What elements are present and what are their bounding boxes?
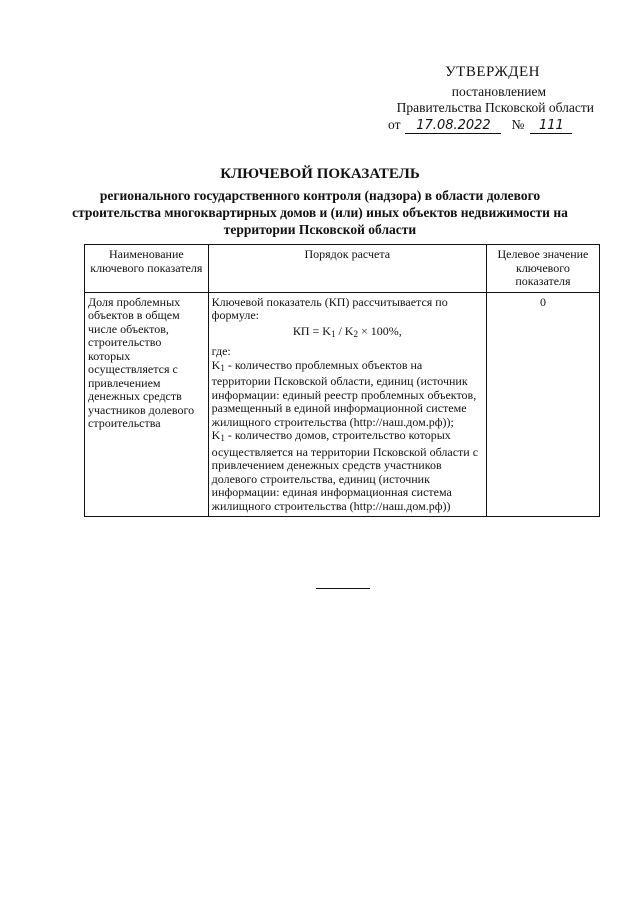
- approval-date-number: [388, 117, 572, 134]
- handwritten-number: 111: [530, 119, 572, 134]
- header-calculation: Порядок расчета: [208, 245, 486, 293]
- approval-line-government: Правительства Псковской области: [396, 100, 594, 115]
- date-prefix: от: [388, 117, 401, 132]
- kpi-table: [84, 244, 600, 517]
- approval-block: [0, 0, 640, 150]
- table-row: [85, 292, 600, 517]
- approval-title: УТВЕРЖДЕН: [445, 64, 540, 80]
- k2-symbol: K: [211, 428, 221, 442]
- formula-sub-1: 1: [330, 328, 336, 339]
- k1-symbol: K: [211, 357, 221, 372]
- k2-definition: [212, 429, 483, 513]
- formula-sub-2: 2: [353, 328, 358, 339]
- k1-description: - количество проблемных объектов на территории Псковской области, единиц (источник информации: единый реестр проблемных объектов, размещенный в единой информационной системе жилищного строительства (http://наш.дом.рф));: [211, 357, 477, 429]
- document-heading: [60, 166, 580, 238]
- formula-mid: / K: [335, 323, 354, 338]
- approval-line-decree: постановлением: [451, 84, 546, 99]
- header-target-value: Целевое значение ключевого показателя: [486, 245, 599, 293]
- table-header-row: [85, 245, 600, 293]
- k2-subscript: 1: [220, 433, 225, 443]
- formula-right: × 100%,: [357, 323, 402, 338]
- header-indicator-name: Наименование ключевого показателя: [85, 245, 209, 293]
- k2-description: - количество домов, строительство которых осуществляется на территории Псковской области с привлечением денежных средств участников долевого строительства, единиц (источник информации: единая информационная система жилищного строительства (http://наш.дом.рф)): [211, 428, 479, 513]
- handwritten-date: 17.08.2022: [405, 119, 501, 134]
- formula: [212, 325, 483, 342]
- calculation-cell: [208, 292, 486, 517]
- k1-subscript: 1: [220, 362, 225, 373]
- document-title: КЛЮЧЕВОЙ ПОКАЗАТЕЛЬ: [220, 166, 420, 182]
- where-label: где:: [211, 344, 231, 358]
- k1-definition: [212, 359, 483, 430]
- document-subtitle: регионального государственного контроля (надзора) в области долевого строительства многоквартирных домов и (или) иных объектов недвижимости на территории Псковской области: [72, 188, 568, 237]
- end-divider: [316, 588, 370, 589]
- target-value-cell: 0: [486, 292, 599, 517]
- formula-left: КП = K: [292, 323, 331, 338]
- calc-intro: Ключевой показатель (КП) рассчитывается по формуле:: [211, 294, 448, 322]
- indicator-name-cell: Доля проблемных объектов в общем числе объектов, строительство которых осуществляется с привлечением денежных средств участников долевого строительства: [85, 292, 209, 517]
- number-prefix: №: [511, 117, 525, 132]
